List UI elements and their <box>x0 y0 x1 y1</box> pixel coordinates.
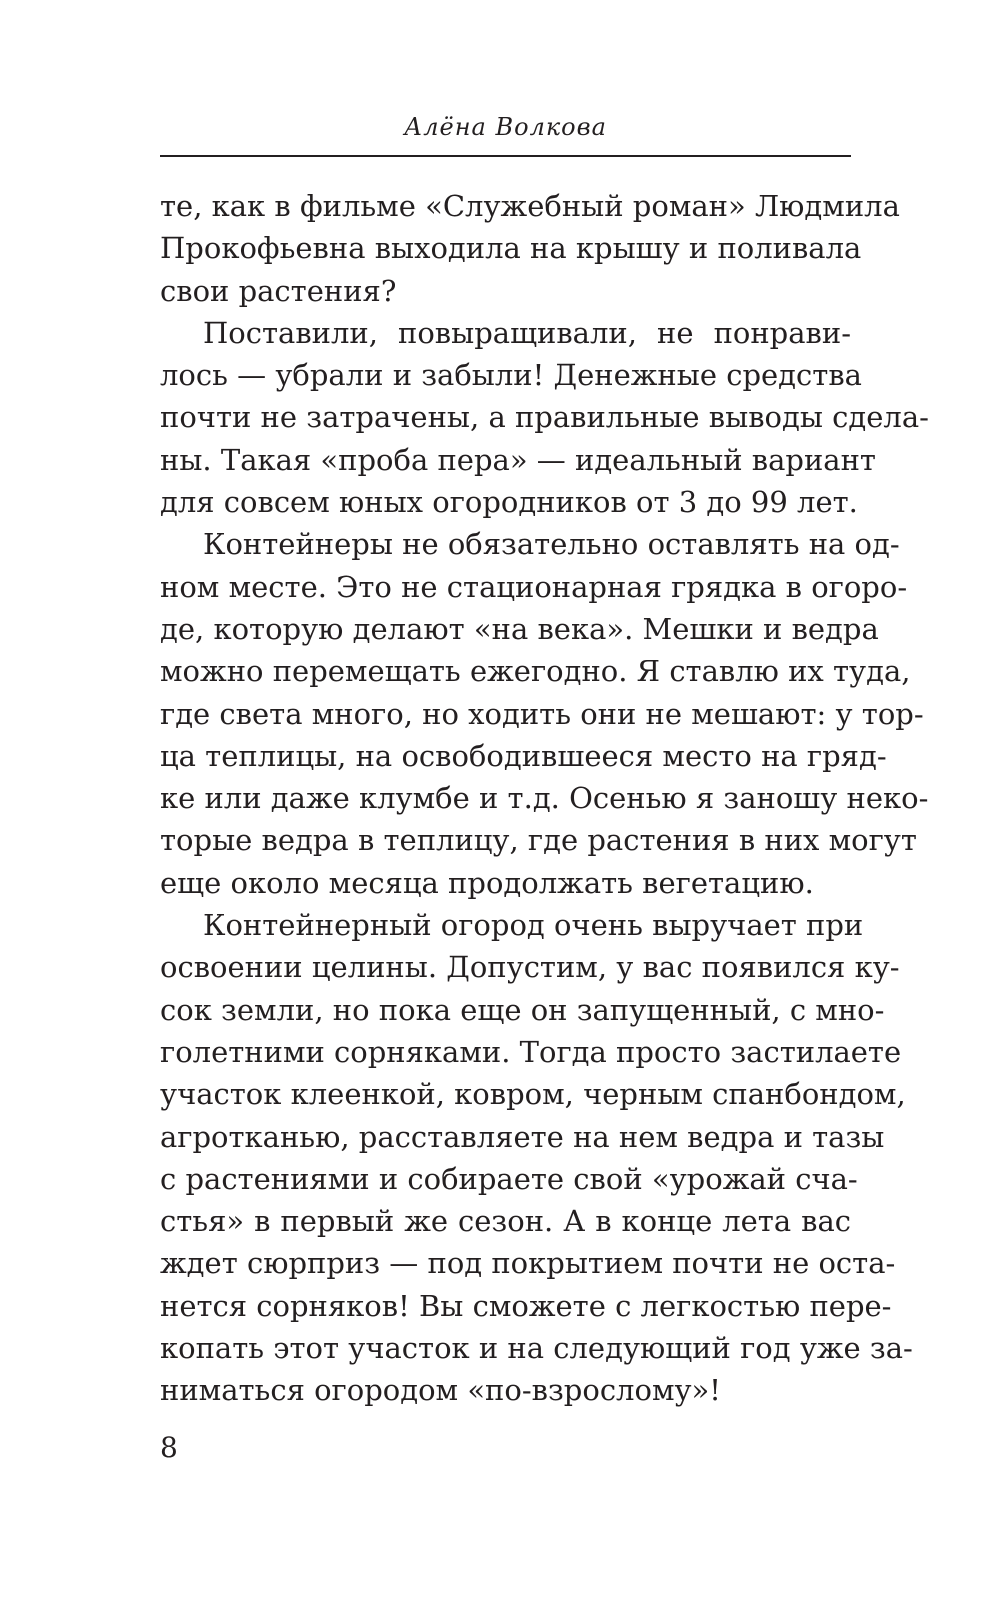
text-line: ждет сюрприз — под покрытием почти не оста- <box>160 1246 896 1281</box>
text-line: Контейнеры не обязательно оставлять на од- <box>203 527 900 562</box>
text-line: освоении целины. Допустим, у вас появился ку- <box>160 950 900 985</box>
text-line: сок земли, но пока еще он запущенный, с мно- <box>160 992 885 1027</box>
text-line: почти не затрачены, а правильные выводы сдела- <box>160 400 929 435</box>
text-line: Поставили, повыращивали, не понрави- <box>203 315 851 350</box>
paragraph-3 <box>160 523 929 904</box>
text-line: ниматься огородом «по-взрослому»! <box>160 1373 721 1408</box>
text-line: лось — убрали и забыли! Денежные средства <box>160 358 862 393</box>
text-line: агротканью, расставляете на нем ведра и тазы <box>160 1119 885 1154</box>
text-line: еще около месяца продолжать вегетацию. <box>160 865 814 900</box>
running-head: Алёна Волкова <box>404 113 607 141</box>
text-line: те, как в фильме «Служебный роман» Людмила <box>160 189 900 223</box>
text-line: де, которую делают «на века». Мешки и ведра <box>160 611 879 646</box>
text-line: голетними сорняками. Тогда просто застилаете <box>160 1034 902 1069</box>
text-line: нется сорняков! Вы сможете с легкостью пере- <box>160 1288 892 1323</box>
text-line: свои растения? <box>160 273 397 308</box>
paragraph-1 <box>160 185 900 312</box>
page-number: 8 <box>160 1431 178 1464</box>
text-line: копать этот участок и на следующий год уже за- <box>160 1331 913 1366</box>
paragraph-4 <box>160 904 913 1412</box>
text-line: ны. Такая «проба пера» — идеальный вариант <box>160 442 876 477</box>
text-line: участок клеенкой, ковром, черным спанбондом, <box>160 1077 906 1112</box>
text-line: для совсем юных огородников от 3 до 99 лет. <box>160 485 858 520</box>
text-line: ке или даже клумбе и т.д. Осенью я заношу неко- <box>160 781 929 816</box>
text-line: где света много, но ходить они не мешают: у тор- <box>160 696 924 731</box>
paragraph-2 <box>160 312 929 523</box>
text-line: можно перемещать ежегодно. Я ставлю их туда, <box>160 654 911 689</box>
text-line: Прокофьевна выходила на крышу и поливала <box>160 231 862 266</box>
body-text <box>160 185 929 1412</box>
text-line: Контейнерный огород очень выручает при <box>203 908 864 943</box>
header-rule <box>160 155 851 157</box>
text-line: ца теплицы, на освободившееся место на гряд- <box>160 738 887 773</box>
text-line: ном месте. Это не стационарная грядка в огоро- <box>160 569 908 604</box>
text-line: торые ведра в теплицу, где растения в них могут <box>160 823 917 858</box>
text-line: с растениями и собираете свой «урожай сча- <box>160 1161 858 1196</box>
text-line: стья» в первый же сезон. А в конце лета вас <box>160 1204 851 1239</box>
